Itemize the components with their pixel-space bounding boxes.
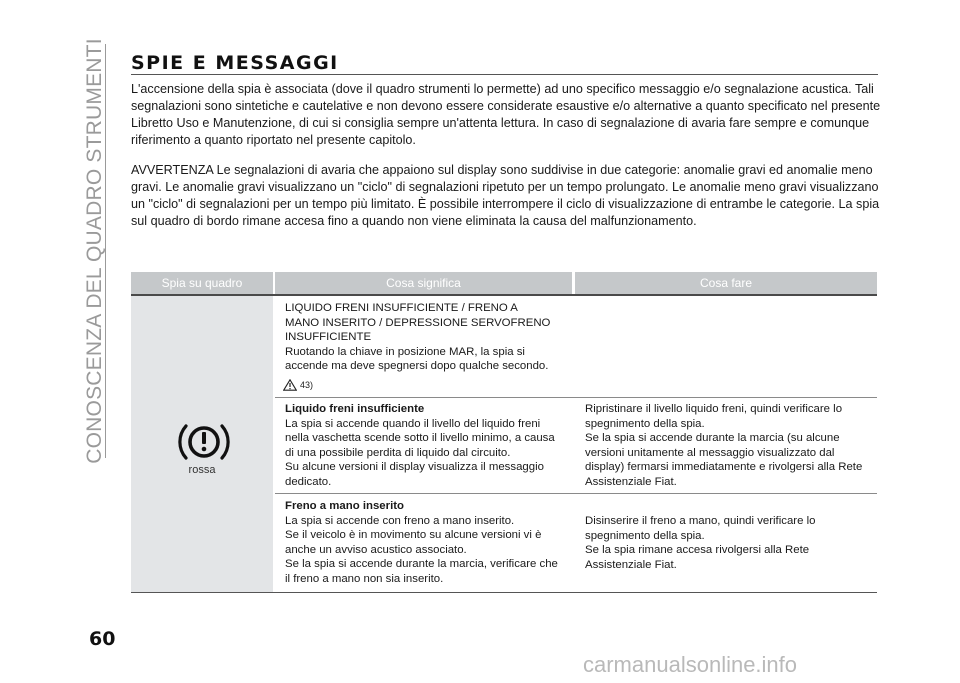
- row2-meaning: [285, 402, 555, 489]
- row2-todo-line: versioni unitamente al messaggio visualizzato dal: [585, 446, 835, 459]
- row2-todo-line: spegnimento della spia.: [585, 417, 705, 430]
- row-divider: [275, 493, 877, 494]
- row3-means-line: La spia si accende con freno a mano inserito.: [285, 514, 515, 527]
- row-divider: [275, 397, 877, 398]
- table-header-action: Cosa fare: [575, 272, 877, 294]
- row3-todo-line: Se la spia rimane accesa rivolgersi alla Rete: [585, 544, 810, 556]
- page-number: 60: [89, 628, 116, 650]
- row2-todo-line: display) fermarsi immediatamente e rivolgersi alla Rete: [585, 461, 863, 473]
- row3-means-line: il freno a mano non sia inserito.: [285, 572, 444, 585]
- row2-means-line: La spia si accende quando il livello del liquido freni: [285, 417, 541, 430]
- chapter-label: CONOSCENZA DEL QUADRO STRUMENTI: [83, 38, 106, 464]
- row2-todo-line: Assistenziale Fiat.: [585, 475, 677, 488]
- row2-todo-line: Se la spia si accende durante la marcia (su alcune: [585, 432, 840, 444]
- warning-triangle-icon: [283, 378, 297, 396]
- row3-todo-line: Assistenziale Fiat.: [585, 558, 677, 571]
- warning-paragraph: AVVERTENZA Le segnalazioni di avaria che appaiono sul display sono suddivise in due categorie: anomalie gravi ed anomalie meno gravi. Le anomalie gravi visualizzano un "ciclo" di segnalazioni ripetuto per un tempo prolungato. Le anomalie meno gravi visualizzano un "ciclo" di segnalazioni per un tempo più limitato. È possibile interrompere il ciclo di visualizzazione di entrambe le categorie. La spia sul quadro di bordo rimane accesa fino a quando non viene eliminata la causa del malfunzionamento.: [131, 163, 880, 228]
- row2-means-line: Su alcune versioni il display visualizza il messaggio: [285, 461, 544, 473]
- row3-todo-line: Disinserire il freno a mano, quindi verificare lo: [585, 515, 816, 527]
- row2-means-line: di una possibile perdita di liquido dal circuito.: [285, 446, 511, 459]
- brake-warning-icon: [178, 418, 230, 466]
- icon-color-caption: rossa: [188, 464, 216, 476]
- row2-means-line: nella vaschetta scende sotto il livello minimo, a causa: [285, 432, 555, 444]
- row1-line: accende ma deve spegnersi dopo qualche secondo.: [285, 360, 549, 372]
- row2-heading: Liquido freni insufficiente: [285, 403, 425, 415]
- row3-means-line: Se la spia si accende durante la marcia, verificare che: [285, 558, 558, 570]
- row1-meaning: [285, 301, 550, 374]
- row3-todo-line: spegnimento della spia.: [585, 529, 705, 542]
- side-chapter-tab: [83, 38, 106, 464]
- section-title: SPIE E MESSAGGI: [131, 52, 339, 74]
- table-bottom-rule: [131, 592, 877, 593]
- row3-meaning: [285, 499, 558, 586]
- intro-paragraph: L'accensione della spia è associata (dove il quadro strumenti lo permette) ad uno specifico messaggio e/o segnalazione acustica. Tali segnalazioni sono sintetiche e cautelative e non devono essere considerate esaustive e/o alternative a quanto specificato nel presente Libretto Uso e Manutenzione, di cui si consiglia sempre un'attenta lettura. In caso di segnalazione di avaria fare sempre e comunque riferimento a quanto riportato nel presente capitolo.: [131, 82, 881, 147]
- row2-todo-line: Ripristinare il livello liquido freni, quindi verificare lo: [585, 403, 843, 415]
- table-header-meaning: Cosa significa: [275, 272, 572, 294]
- row2-action: [585, 402, 862, 489]
- row1-line: LIQUIDO FRENI INSUFFICIENTE / FRENO A: [285, 302, 518, 314]
- row1-line: MANO INSERITO / DEPRESSIONE SERVOFRENO: [285, 316, 551, 329]
- row3-action: [585, 514, 815, 572]
- site-watermark: carmanualsonline.info: [583, 652, 798, 677]
- row1-line: Ruotando la chiave in posizione MAR, la spia si: [285, 345, 525, 358]
- title-underline: [131, 74, 878, 75]
- row3-means-line: anche un avviso acustico associato.: [285, 543, 467, 556]
- row1-line: INSUFFICIENTE: [285, 331, 372, 343]
- row2-means-line: dedicato.: [285, 475, 332, 488]
- table-header-indicator: Spia su quadro: [131, 272, 273, 294]
- warning-reference: 43): [300, 380, 314, 390]
- row3-heading: Freno a mano inserito: [285, 500, 404, 512]
- row3-means-line: Se il veicolo è in movimento su alcune versioni vi è: [285, 529, 542, 541]
